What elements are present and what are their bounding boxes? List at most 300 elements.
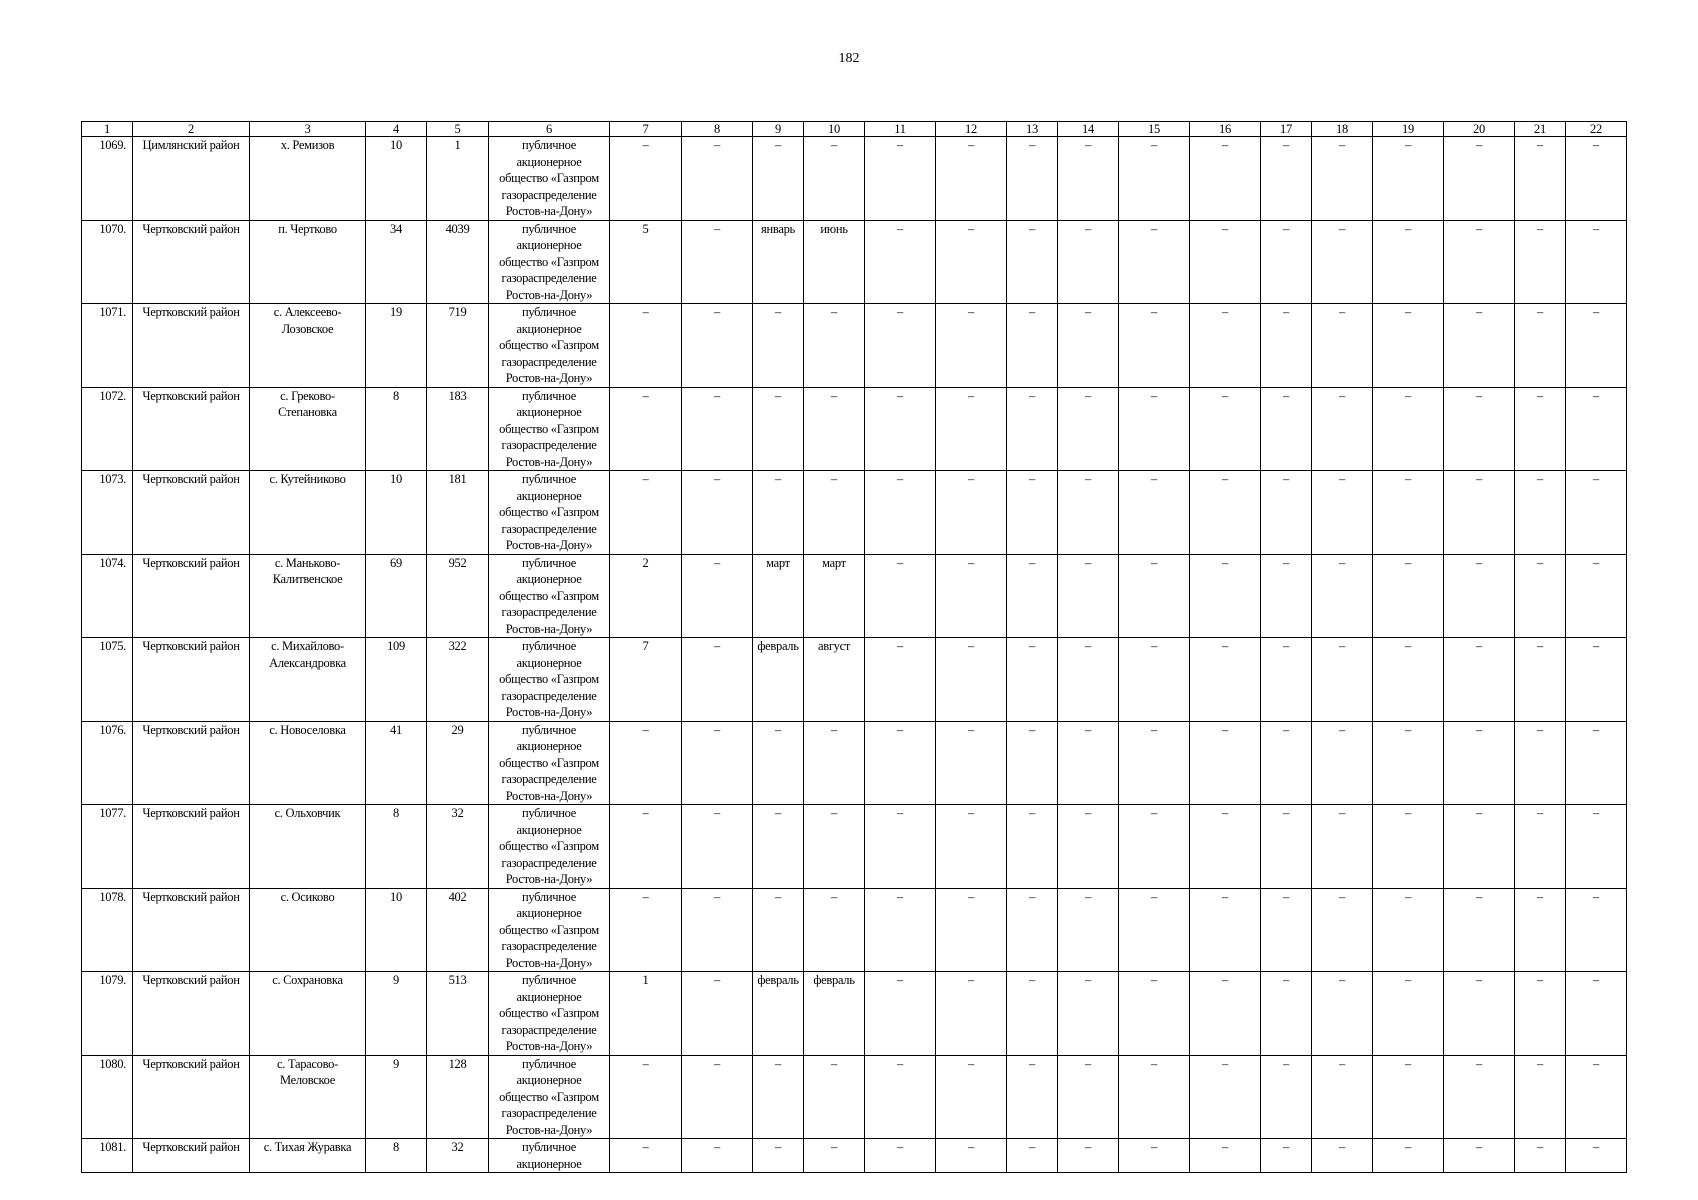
column-18-cell: – — [1312, 721, 1373, 805]
column-12-cell: – — [936, 972, 1007, 1056]
row-number-cell: 1072. — [82, 387, 133, 471]
column-15-cell: – — [1119, 1139, 1190, 1173]
table-row — [82, 554, 1627, 638]
column-21-cell: – — [1515, 304, 1566, 388]
column-16-cell: – — [1190, 304, 1261, 388]
column-15-cell: – — [1119, 972, 1190, 1056]
organization-cell: публичное акционерное общество «Газпром газораспределение Ростов-на-Дону» — [489, 304, 610, 388]
column-22-cell: – — [1566, 972, 1627, 1056]
column-5-cell: 183 — [427, 387, 489, 471]
column-10-cell: – — [804, 137, 865, 221]
column-11-cell: – — [865, 805, 936, 889]
column-8-cell: – — [682, 972, 753, 1056]
column-4-cell: 10 — [366, 471, 427, 555]
column-22-cell: – — [1566, 304, 1627, 388]
column-22-cell: – — [1566, 220, 1627, 304]
organization-cell: публичное акционерное общество «Газпром газораспределение Ростов-на-Дону» — [489, 721, 610, 805]
column-5-cell: 513 — [427, 972, 489, 1056]
locality-cell: с. Ольховчик — [250, 805, 366, 889]
column-21-cell: – — [1515, 387, 1566, 471]
column-8-cell: – — [682, 888, 753, 972]
column-4-cell: 10 — [366, 137, 427, 221]
column-header-13: 13 — [1007, 122, 1058, 137]
column-19-cell: – — [1373, 1139, 1444, 1173]
column-19-cell: – — [1373, 554, 1444, 638]
row-number-cell: 1071. — [82, 304, 133, 388]
column-4-cell: 69 — [366, 554, 427, 638]
locality-cell: с. Греково-Степановка — [250, 387, 366, 471]
column-19-cell: – — [1373, 471, 1444, 555]
column-14-cell: – — [1058, 471, 1119, 555]
column-13-cell: – — [1007, 888, 1058, 972]
column-10-cell: июнь — [804, 220, 865, 304]
column-18-cell: – — [1312, 1055, 1373, 1139]
column-21-cell: – — [1515, 220, 1566, 304]
column-19-cell: – — [1373, 888, 1444, 972]
table-row — [82, 972, 1627, 1056]
locality-cell: с. Тихая Журавка — [250, 1139, 366, 1173]
column-15-cell: – — [1119, 888, 1190, 972]
column-16-cell: – — [1190, 137, 1261, 221]
column-16-cell: – — [1190, 220, 1261, 304]
column-header-10: 10 — [804, 122, 865, 137]
column-17-cell: – — [1261, 888, 1312, 972]
column-22-cell: – — [1566, 805, 1627, 889]
column-7-cell: 5 — [610, 220, 682, 304]
column-18-cell: – — [1312, 638, 1373, 722]
column-19-cell: – — [1373, 721, 1444, 805]
locality-cell: с. Маньково-Калитвенское — [250, 554, 366, 638]
column-15-cell: – — [1119, 721, 1190, 805]
column-12-cell: – — [936, 1055, 1007, 1139]
column-12-cell: – — [936, 554, 1007, 638]
column-5-cell: 1 — [427, 137, 489, 221]
column-7-cell: 7 — [610, 638, 682, 722]
column-7-cell: – — [610, 888, 682, 972]
column-20-cell: – — [1444, 471, 1515, 555]
column-11-cell: – — [865, 304, 936, 388]
district-cell: Чертковский район — [133, 554, 250, 638]
row-number-cell: 1080. — [82, 1055, 133, 1139]
column-header-16: 16 — [1190, 122, 1261, 137]
column-14-cell: – — [1058, 1055, 1119, 1139]
locality-cell: х. Ремизов — [250, 137, 366, 221]
column-22-cell: – — [1566, 888, 1627, 972]
column-5-cell: 29 — [427, 721, 489, 805]
column-12-cell: – — [936, 1139, 1007, 1173]
column-18-cell: – — [1312, 387, 1373, 471]
organization-cell: публичное акционерное общество «Газпром газораспределение Ростов-на-Дону» — [489, 387, 610, 471]
column-9-cell: – — [753, 721, 804, 805]
column-16-cell: – — [1190, 888, 1261, 972]
column-13-cell: – — [1007, 1055, 1058, 1139]
locality-cell: с. Кутейниково — [250, 471, 366, 555]
column-17-cell: – — [1261, 1055, 1312, 1139]
column-4-cell: 41 — [366, 721, 427, 805]
column-19-cell: – — [1373, 387, 1444, 471]
column-header-21: 21 — [1515, 122, 1566, 137]
column-20-cell: – — [1444, 137, 1515, 221]
column-9-cell: – — [753, 304, 804, 388]
column-13-cell: – — [1007, 554, 1058, 638]
column-7-cell: 2 — [610, 554, 682, 638]
column-18-cell: – — [1312, 220, 1373, 304]
column-4-cell: 8 — [366, 387, 427, 471]
column-20-cell: – — [1444, 805, 1515, 889]
column-14-cell: – — [1058, 805, 1119, 889]
column-14-cell: – — [1058, 1139, 1119, 1173]
page-number: 182 — [838, 51, 860, 66]
column-16-cell: – — [1190, 972, 1261, 1056]
column-header-3: 3 — [250, 122, 366, 137]
organization-cell: публичное акционерное общество «Газпром газораспределение Ростов-на-Дону» — [489, 471, 610, 555]
column-21-cell: – — [1515, 721, 1566, 805]
column-7-cell: – — [610, 1139, 682, 1173]
column-10-cell: август — [804, 638, 865, 722]
column-20-cell: – — [1444, 1139, 1515, 1173]
column-20-cell: – — [1444, 721, 1515, 805]
column-21-cell: – — [1515, 471, 1566, 555]
district-cell: Чертковский район — [133, 1055, 250, 1139]
column-9-cell: февраль — [753, 638, 804, 722]
column-11-cell: – — [865, 638, 936, 722]
column-15-cell: – — [1119, 304, 1190, 388]
column-11-cell: – — [865, 1139, 936, 1173]
column-15-cell: – — [1119, 220, 1190, 304]
column-header-6: 6 — [489, 122, 610, 137]
column-14-cell: – — [1058, 554, 1119, 638]
column-13-cell: – — [1007, 137, 1058, 221]
row-number-cell: 1070. — [82, 220, 133, 304]
column-22-cell: – — [1566, 137, 1627, 221]
column-7-cell: – — [610, 387, 682, 471]
column-15-cell: – — [1119, 471, 1190, 555]
column-8-cell: – — [682, 304, 753, 388]
column-8-cell: – — [682, 387, 753, 471]
locality-cell: с. Алексеево-Лозовское — [250, 304, 366, 388]
column-8-cell: – — [682, 554, 753, 638]
row-number-cell: 1077. — [82, 805, 133, 889]
district-cell: Цимлянский район — [133, 137, 250, 221]
column-5-cell: 4039 — [427, 220, 489, 304]
column-14-cell: – — [1058, 721, 1119, 805]
column-5-cell: 952 — [427, 554, 489, 638]
organization-cell: публичное акционерное общество «Газпром газораспределение Ростов-на-Дону» — [489, 554, 610, 638]
column-15-cell: – — [1119, 638, 1190, 722]
column-16-cell: – — [1190, 554, 1261, 638]
column-13-cell: – — [1007, 471, 1058, 555]
column-5-cell: 719 — [427, 304, 489, 388]
row-number-cell: 1078. — [82, 888, 133, 972]
row-number-cell: 1074. — [82, 554, 133, 638]
column-5-cell: 402 — [427, 888, 489, 972]
column-4-cell: 8 — [366, 805, 427, 889]
column-13-cell: – — [1007, 387, 1058, 471]
column-8-cell: – — [682, 1055, 753, 1139]
column-17-cell: – — [1261, 721, 1312, 805]
column-15-cell: – — [1119, 805, 1190, 889]
column-9-cell: – — [753, 387, 804, 471]
column-17-cell: – — [1261, 554, 1312, 638]
column-8-cell: – — [682, 638, 753, 722]
column-17-cell: – — [1261, 471, 1312, 555]
column-header-8: 8 — [682, 122, 753, 137]
column-21-cell: – — [1515, 1055, 1566, 1139]
column-13-cell: – — [1007, 638, 1058, 722]
organization-cell: публичное акционерное общество «Газпром газораспределение Ростов-на-Дону» — [489, 805, 610, 889]
column-5-cell: 181 — [427, 471, 489, 555]
column-19-cell: – — [1373, 220, 1444, 304]
row-number-cell: 1073. — [82, 471, 133, 555]
column-22-cell: – — [1566, 1055, 1627, 1139]
table-row — [82, 220, 1627, 304]
column-16-cell: – — [1190, 387, 1261, 471]
district-cell: Чертковский район — [133, 387, 250, 471]
column-17-cell: – — [1261, 220, 1312, 304]
column-9-cell: – — [753, 805, 804, 889]
column-18-cell: – — [1312, 1139, 1373, 1173]
column-7-cell: – — [610, 304, 682, 388]
column-14-cell: – — [1058, 137, 1119, 221]
district-cell: Чертковский район — [133, 1139, 250, 1173]
column-22-cell: – — [1566, 1139, 1627, 1173]
organization-cell: публичное акционерное общество «Газпром газораспределение Ростов-на-Дону» — [489, 972, 610, 1056]
column-11-cell: – — [865, 721, 936, 805]
district-cell: Чертковский район — [133, 972, 250, 1056]
column-12-cell: – — [936, 721, 1007, 805]
column-9-cell: январь — [753, 220, 804, 304]
column-8-cell: – — [682, 721, 753, 805]
column-20-cell: – — [1444, 220, 1515, 304]
column-15-cell: – — [1119, 387, 1190, 471]
column-18-cell: – — [1312, 805, 1373, 889]
column-10-cell: – — [804, 387, 865, 471]
column-10-cell: – — [804, 805, 865, 889]
column-9-cell: – — [753, 137, 804, 221]
column-19-cell: – — [1373, 1055, 1444, 1139]
table-row — [82, 1055, 1627, 1139]
column-21-cell: – — [1515, 554, 1566, 638]
column-22-cell: – — [1566, 387, 1627, 471]
column-8-cell: – — [682, 1139, 753, 1173]
column-13-cell: – — [1007, 1139, 1058, 1173]
table-row — [82, 805, 1627, 889]
column-22-cell: – — [1566, 471, 1627, 555]
column-22-cell: – — [1566, 721, 1627, 805]
column-17-cell: – — [1261, 805, 1312, 889]
table-row — [82, 304, 1627, 388]
column-9-cell: – — [753, 1139, 804, 1173]
locality-cell: с. Михайлово-Александровка — [250, 638, 366, 722]
column-21-cell: – — [1515, 638, 1566, 722]
column-13-cell: – — [1007, 220, 1058, 304]
column-header-12: 12 — [936, 122, 1007, 137]
column-8-cell: – — [682, 220, 753, 304]
column-9-cell: – — [753, 1055, 804, 1139]
column-7-cell: – — [610, 805, 682, 889]
row-number-cell: 1076. — [82, 721, 133, 805]
column-21-cell: – — [1515, 888, 1566, 972]
column-14-cell: – — [1058, 888, 1119, 972]
row-number-cell: 1081. — [82, 1139, 133, 1173]
column-11-cell: – — [865, 137, 936, 221]
column-16-cell: – — [1190, 1139, 1261, 1173]
row-number-cell: 1075. — [82, 638, 133, 722]
column-19-cell: – — [1373, 972, 1444, 1056]
column-15-cell: – — [1119, 1055, 1190, 1139]
column-13-cell: – — [1007, 304, 1058, 388]
column-21-cell: – — [1515, 1139, 1566, 1173]
district-cell: Чертковский район — [133, 220, 250, 304]
column-8-cell: – — [682, 471, 753, 555]
column-14-cell: – — [1058, 304, 1119, 388]
column-18-cell: – — [1312, 137, 1373, 221]
column-header-7: 7 — [610, 122, 682, 137]
organization-cell: публичное акционерное — [489, 1139, 610, 1173]
column-14-cell: – — [1058, 387, 1119, 471]
column-15-cell: – — [1119, 137, 1190, 221]
column-11-cell: – — [865, 471, 936, 555]
column-18-cell: – — [1312, 304, 1373, 388]
column-header-14: 14 — [1058, 122, 1119, 137]
column-20-cell: – — [1444, 888, 1515, 972]
column-17-cell: – — [1261, 972, 1312, 1056]
column-21-cell: – — [1515, 805, 1566, 889]
row-number-cell: 1079. — [82, 972, 133, 1056]
column-header-18: 18 — [1312, 122, 1373, 137]
column-11-cell: – — [865, 972, 936, 1056]
column-header-4: 4 — [366, 122, 427, 137]
column-17-cell: – — [1261, 638, 1312, 722]
column-12-cell: – — [936, 888, 1007, 972]
locality-cell: с. Тарасово-Меловское — [250, 1055, 366, 1139]
column-10-cell: – — [804, 304, 865, 388]
organization-cell: публичное акционерное общество «Газпром газораспределение Ростов-на-Дону» — [489, 220, 610, 304]
column-header-11: 11 — [865, 122, 936, 137]
column-10-cell: – — [804, 888, 865, 972]
column-7-cell: – — [610, 471, 682, 555]
locality-cell: с. Осиково — [250, 888, 366, 972]
column-12-cell: – — [936, 220, 1007, 304]
column-18-cell: – — [1312, 888, 1373, 972]
column-14-cell: – — [1058, 638, 1119, 722]
column-13-cell: – — [1007, 972, 1058, 1056]
column-11-cell: – — [865, 554, 936, 638]
column-20-cell: – — [1444, 304, 1515, 388]
district-cell: Чертковский район — [133, 721, 250, 805]
column-header-19: 19 — [1373, 122, 1444, 137]
row-number-cell: 1069. — [82, 137, 133, 221]
column-12-cell: – — [936, 387, 1007, 471]
column-header-2: 2 — [133, 122, 250, 137]
organization-cell: публичное акционерное общество «Газпром газораспределение Ростов-на-Дону» — [489, 137, 610, 221]
column-18-cell: – — [1312, 972, 1373, 1056]
column-4-cell: 34 — [366, 220, 427, 304]
column-22-cell: – — [1566, 554, 1627, 638]
column-17-cell: – — [1261, 387, 1312, 471]
column-17-cell: – — [1261, 1139, 1312, 1173]
column-20-cell: – — [1444, 1055, 1515, 1139]
column-4-cell: 10 — [366, 888, 427, 972]
column-12-cell: – — [936, 471, 1007, 555]
column-4-cell: 109 — [366, 638, 427, 722]
column-4-cell: 19 — [366, 304, 427, 388]
column-16-cell: – — [1190, 471, 1261, 555]
column-12-cell: – — [936, 137, 1007, 221]
column-18-cell: – — [1312, 471, 1373, 555]
column-19-cell: – — [1373, 805, 1444, 889]
column-22-cell: – — [1566, 638, 1627, 722]
column-10-cell: – — [804, 1055, 865, 1139]
table-row — [82, 387, 1627, 471]
column-header-5: 5 — [427, 122, 489, 137]
table-row — [82, 1139, 1627, 1173]
column-10-cell: – — [804, 721, 865, 805]
column-9-cell: февраль — [753, 972, 804, 1056]
column-12-cell: – — [936, 638, 1007, 722]
column-header-17: 17 — [1261, 122, 1312, 137]
data-table — [81, 121, 1627, 1173]
column-13-cell: – — [1007, 721, 1058, 805]
column-20-cell: – — [1444, 972, 1515, 1056]
column-18-cell: – — [1312, 554, 1373, 638]
column-4-cell: 9 — [366, 1055, 427, 1139]
column-5-cell: 322 — [427, 638, 489, 722]
column-9-cell: март — [753, 554, 804, 638]
column-header-1: 1 — [82, 122, 133, 137]
column-12-cell: – — [936, 304, 1007, 388]
locality-cell: п. Чертково — [250, 220, 366, 304]
column-10-cell: февраль — [804, 972, 865, 1056]
organization-cell: публичное акционерное общество «Газпром газораспределение Ростов-на-Дону» — [489, 888, 610, 972]
column-21-cell: – — [1515, 137, 1566, 221]
column-7-cell: – — [610, 721, 682, 805]
column-7-cell: – — [610, 1055, 682, 1139]
column-header-22: 22 — [1566, 122, 1627, 137]
column-9-cell: – — [753, 471, 804, 555]
column-7-cell: 1 — [610, 972, 682, 1056]
column-8-cell: – — [682, 805, 753, 889]
organization-cell: публичное акционерное общество «Газпром газораспределение Ростов-на-Дону» — [489, 1055, 610, 1139]
column-8-cell: – — [682, 137, 753, 221]
table-row — [82, 888, 1627, 972]
table-row — [82, 721, 1627, 805]
column-16-cell: – — [1190, 1055, 1261, 1139]
column-11-cell: – — [865, 387, 936, 471]
column-16-cell: – — [1190, 721, 1261, 805]
column-10-cell: март — [804, 554, 865, 638]
table-body — [82, 137, 1627, 1173]
column-17-cell: – — [1261, 137, 1312, 221]
column-19-cell: – — [1373, 304, 1444, 388]
column-15-cell: – — [1119, 554, 1190, 638]
district-cell: Чертковский район — [133, 471, 250, 555]
organization-cell: публичное акционерное общество «Газпром газораспределение Ростов-на-Дону» — [489, 638, 610, 722]
column-14-cell: – — [1058, 972, 1119, 1056]
column-19-cell: – — [1373, 638, 1444, 722]
column-5-cell: 32 — [427, 805, 489, 889]
district-cell: Чертковский район — [133, 805, 250, 889]
locality-cell: с. Новоселовка — [250, 721, 366, 805]
column-16-cell: – — [1190, 638, 1261, 722]
column-4-cell: 9 — [366, 972, 427, 1056]
column-9-cell: – — [753, 888, 804, 972]
column-12-cell: – — [936, 805, 1007, 889]
district-cell: Чертковский район — [133, 638, 250, 722]
district-cell: Чертковский район — [133, 304, 250, 388]
column-11-cell: – — [865, 1055, 936, 1139]
column-header-20: 20 — [1444, 122, 1515, 137]
